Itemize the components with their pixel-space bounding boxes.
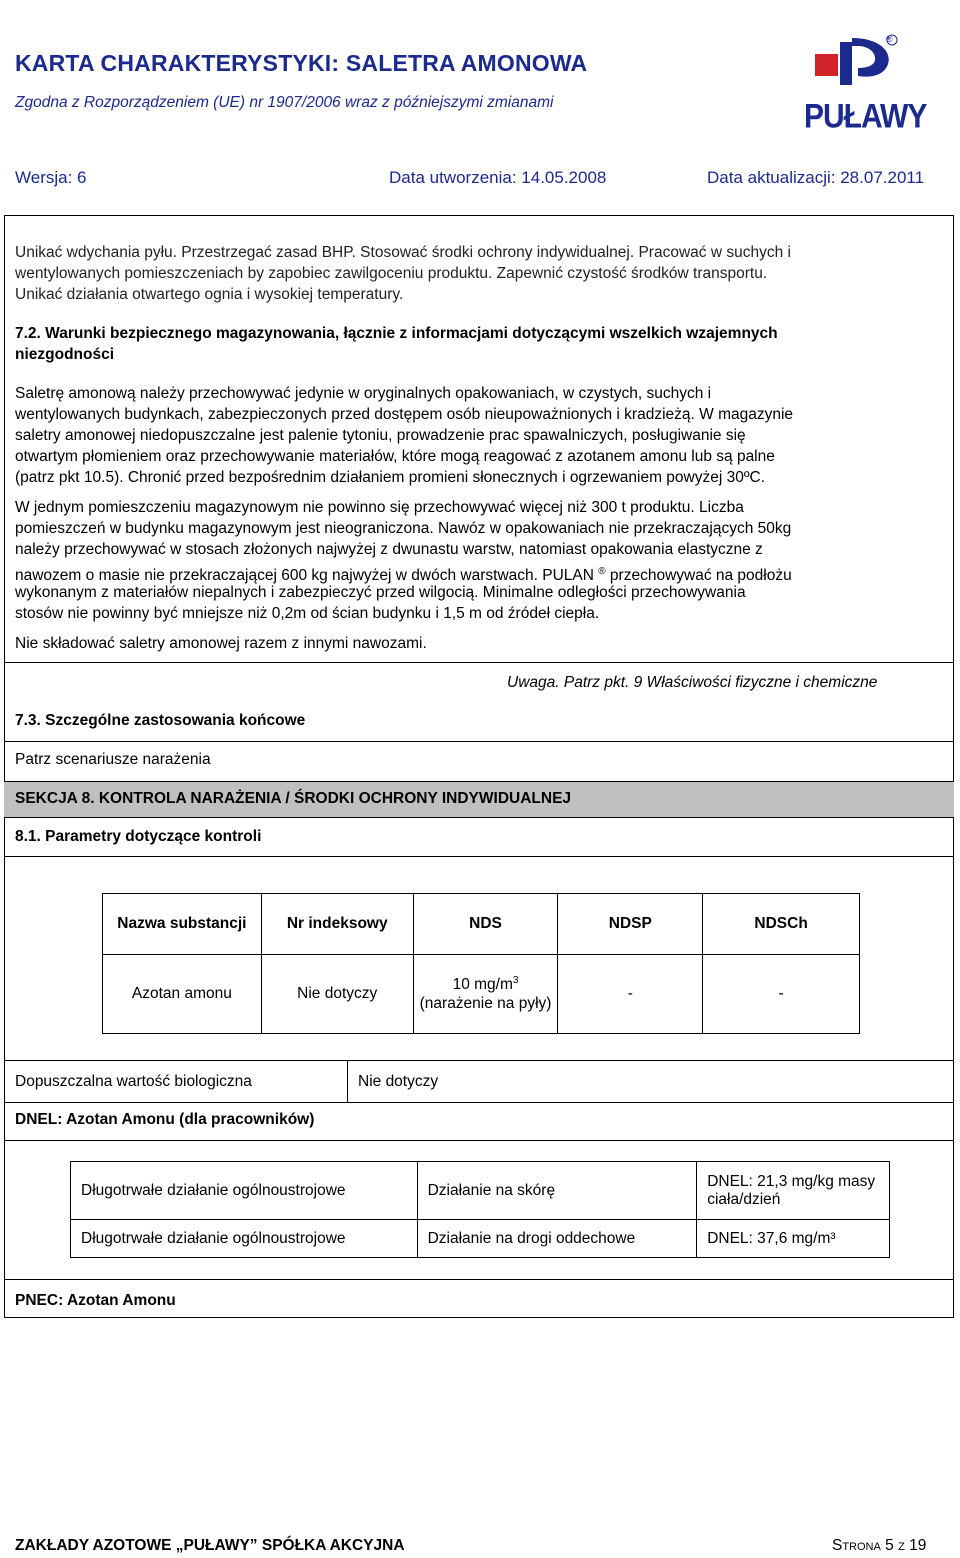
storage-p2-line-6: stosów nie powinny być mniejsze niż 0,2m od ścian budynku i 1,5 m od źródeł ciepła. [15,605,600,622]
cell-substance: Azotan amonu [103,955,262,1034]
regulation-subtitle: Zgodna z Rozporządzeniem (UE) nr 1907/2006 wraz z późniejszymi zmianami [15,94,554,111]
cell-index: Nie dotyczy [261,955,413,1034]
section-8-heading: SEKCJA 8. KONTROLA NARAŻENIA / ŚRODKI OCHRONY INDYWIDUALNEJ [15,790,572,807]
updated-date: Data aktualizacji: 28.07.2011 [707,168,925,187]
cell-ndsp: - [558,955,703,1034]
divider [4,1140,954,1141]
created-date: Data utworzenia: 14.05.2008 [389,168,607,187]
storage-p2-line-1: W jednym pomieszczeniu magazynowym nie powinno się przechowywać więcej niż 300 t produktu. Liczba [15,499,744,516]
dnel-route: Działanie na skórę [417,1162,697,1220]
col-header-substance: Nazwa substancji [103,894,262,955]
pnec-heading: PNEC: Azotan Amonu [15,1292,176,1309]
nds-value: 10 mg/m [452,976,513,994]
storage-p1-line-1: Saletrę amonową należy przechowywać jedynie w oryginalnych opakowaniach, w czystych, suchych i [15,385,712,402]
table-row [71,1220,890,1258]
dnel-route: Działanie na drogi oddechowe [417,1220,697,1258]
storage-p2-line-5: wykonanym z materiałów niepalnych i zabezpieczyć przed wilgocią. Minimalne odległości przechowywania [15,584,746,601]
storage-p1-line-4: otwartym płomieniem oraz przechowywanie materiałów, które mogą reagować z azotanem amonu lub są palne [15,448,775,465]
handling-text-line-3: Unikać działania otwartego ognia i wysokiej temperatury. [15,286,404,303]
divider [347,1060,348,1102]
divider [4,662,954,663]
dnel-value: DNEL: 37,6 mg/m³ [697,1220,890,1258]
table-row [103,955,860,1034]
nds-note: (narażenie na pyły) [419,994,552,1012]
dnel-exposure: Długotrwałe działanie ogólnoustrojowe [71,1162,418,1220]
handling-text-line-1: Unikać wdychania pyłu. Przestrzegać zasad BHP. Stosować środki ochrony indywidualnej. Pracować w suchych i [15,244,791,261]
storage-p2-line-4-text: nawozem o masie nie przekraczającej 600 kg najwyżej w dwóch warstwach. PULAN [15,567,594,585]
registered-mark: ® [886,34,893,44]
divider [4,856,954,857]
storage-p1-line-5: (patrz pkt 10.5). Chronić przed bezpośrednim działaniem promieni słonecznych i ogrzewaniem powyżej 30ºC. [15,469,766,486]
dnel-heading: DNEL: Azotan Amonu (dla pracowników) [15,1111,315,1128]
table-row [71,1162,890,1220]
cell-nds [413,955,558,1034]
storage-p2-line-3: należy przechowywać w stosach złożonych najwyżej z dwunastu warstw, natomiast opakowania elastyczne z [15,541,763,558]
dnel-table [70,1161,890,1258]
exposure-limits-table [102,893,860,1034]
storage-p3: Nie składować saletry amonowej razem z innymi nawozami. [15,635,427,652]
handling-text-line-2: wentylowanych pomieszczeniach by zapobiec zawilgoceniu produktu. Zapewnić czystość środków transportu. [15,265,768,282]
footer-company: ZAKŁADY AZOTOWE „PUŁAWY” SPÓŁKA AKCYJNA [15,1537,405,1554]
divider [4,1279,954,1280]
footer-page-number: Strona 5 z 19 [832,1537,927,1554]
col-header-index: Nr indeksowy [261,894,413,955]
cell-ndsch: - [703,955,860,1034]
divider [4,1102,954,1103]
section-7-2-heading-cont: niezgodności [15,346,115,363]
logo-wordmark: PUŁAWY [804,97,927,136]
storage-p1-line-3: saletry amonowej niedopuszczalne jest palenie tytoniu, prowadzenie prac spawalniczych, posługiwanie się [15,427,746,444]
version-label: Wersja: 6 [15,168,87,187]
section-7-2-heading: 7.2. Warunki bezpiecznego magazynowania, łącznie z informacjami dotyczącymi wszelkich wzajemnych [15,325,778,342]
col-header-nds: NDS [413,894,558,955]
dnel-value: DNEL: 21,3 mg/kg masy ciała/dzień [697,1162,890,1220]
pulawy-logo [800,30,927,136]
registered-sup: ® [598,566,606,577]
table-header-row [103,894,860,955]
dnel-exposure: Długotrwałe działanie ogólnoustrojowe [71,1220,418,1258]
storage-p2-line-4-tail: przechowywać na podłożu [609,567,792,585]
section-7-3-text: Patrz scenariusze narażenia [15,751,211,768]
divider [4,1060,954,1061]
bio-limit-label: Dopuszczalna wartość biologiczna [15,1073,252,1090]
divider [4,741,954,742]
storage-p1-line-2: wentylowanych budynkach, zabezpieczonych przed dostępem osób nieupoważnionych i kradzieżą. W magazynie [15,406,794,423]
section-8-1-heading: 8.1. Parametry dotyczące kontroli [15,828,262,845]
col-header-ndsch: NDSCh [703,894,860,955]
section-7-3-heading: 7.3. Szczególne zastosowania końcowe [15,712,306,729]
storage-p2-line-2: pomieszczeń w budynku magazynowym jest nieograniczona. Nawóz w opakowaniach nie przekraczających 50kg [15,520,792,537]
note-see-section-9: Uwaga. Patrz pkt. 9 Właściwości fizyczne i chemiczne [507,674,878,691]
bio-limit-value: Nie dotyczy [358,1073,439,1090]
document-title: KARTA CHARAKTERYSTYKI: SALETRA AMONOWA [15,50,588,76]
col-header-ndsp: NDSP [558,894,703,955]
nds-unit-sup: 3 [512,975,519,987]
